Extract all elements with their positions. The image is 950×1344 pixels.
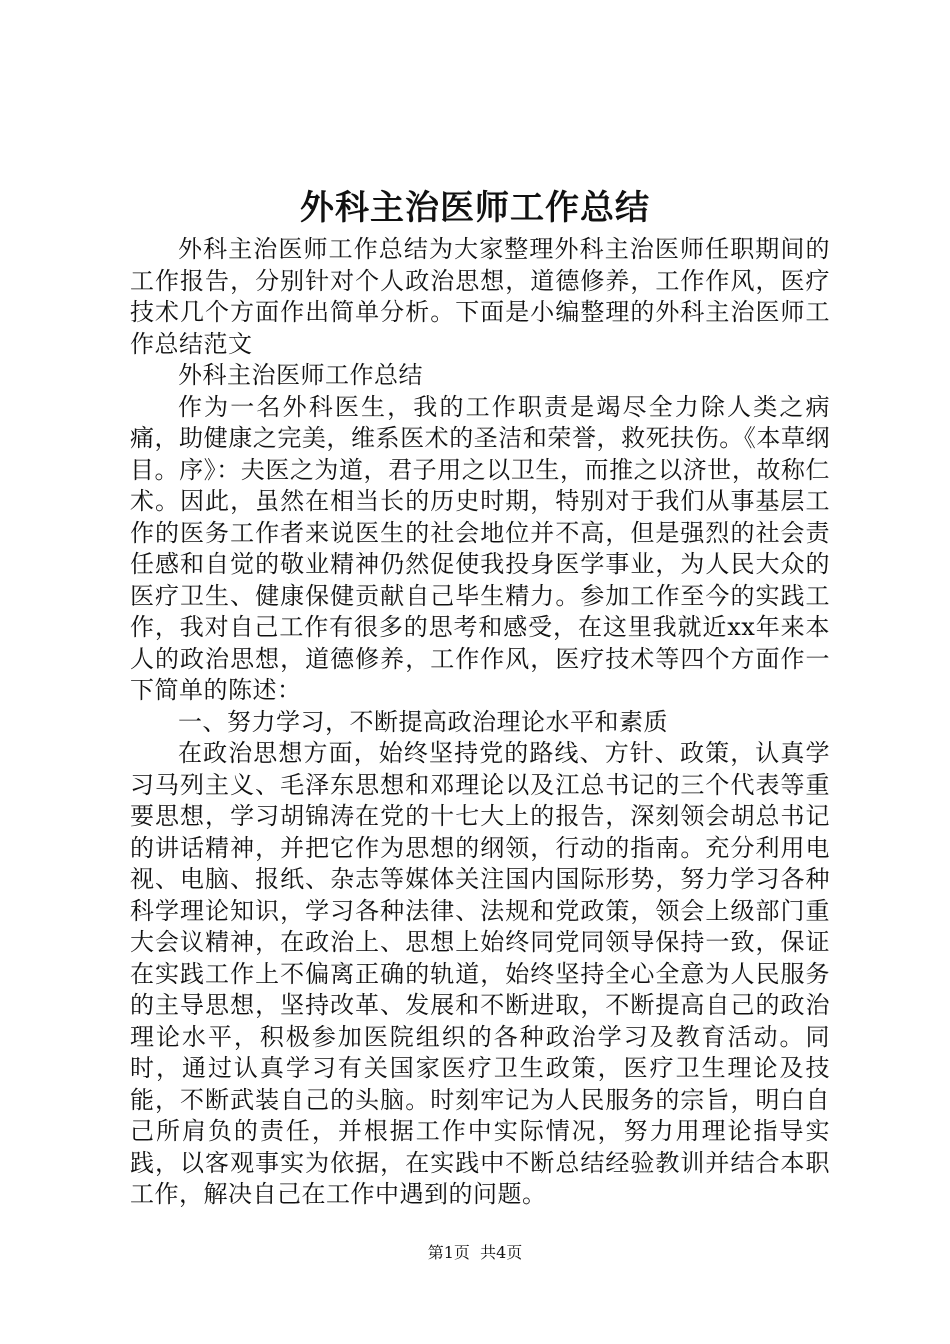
document-title: 外科主治医师工作总结 xyxy=(300,188,650,228)
body-paragraph: 在政治思想方面，始终坚持党的路线、方针、政策，认真学习马列主义、毛泽东思想和邓理论以及江总书记的三个代表等重要思想，学习胡锦涛在党的十七大上的报告，深刻领会胡总书记的讲话精神，并把它作为思想的纲领，行动的指南。充分利用电视、电脑、报纸、杂志等媒体关注国内国际形势，努力学习各种科学理论知识，学习各种法律、法规和党政策，领会上级部门重大会议精神，在政治上、思想上始终同党同领导保持一致，保证在实践工作上不偏离正确的轨道，始终坚持全心全意为人民服务的主导思想，坚持改革、发展和不断进取，不断提高自己的政治理论水平，积极参加医院组织的各种政治学习及教育活动。同时，通过认真学习有关国家医疗卫生政策，医疗卫生理论及技能，不断武装自己的头脑。时刻牢记为人民服务的宗旨，明白自己所肩负的责任，并根据工作中实际情况，努力用理论指导实践，以客观事实为依据，在实践中不断总结经验教训并结合本职工作，解决自己在工作中遇到的问题。 xyxy=(130,739,830,1208)
document-body xyxy=(130,234,830,1211)
intro-paragraph: 外科主治医师工作总结为大家整理外科主治医师任职期间的工作报告，分别针对个人政治思想，道德修养，工作作风，医疗技术几个方面作出简单分析。下面是小编整理的外科主治医师工作总结范文 xyxy=(130,235,830,358)
page-number: 第1页 共4页 xyxy=(427,1243,523,1262)
subsection-heading: 一、努力学习，不断提高政治理论水平和素质 xyxy=(178,707,668,736)
section-heading: 外科主治医师工作总结 xyxy=(178,361,423,389)
page-footer xyxy=(0,1242,950,1264)
body-paragraph: 作为一名外科医生，我的工作职责是竭尽全力除人类之病痛，助健康之完美，维系医术的圣洁和荣誉，救死扶伤。《本草纲目。序》：夫医之为道，君子用之以卫生，而推之以济世，故称仁术。因此，虽然在相当长的历史时期，特别对于我们从事基层工作的医务工作者来说医生的社会地位并不高，但是强烈的社会责任感和自觉的敬业精神仍然促使我投身医学事业，为人民大众的医疗卫生、健康保健贡献自己毕生精力。参加工作至今的实践工作，我对自己工作有很多的思考和感受，在这里我就近xx年来本人的政治思想，道德修养，工作作风，医疗技术等四个方面作一下简单的陈述： xyxy=(130,392,830,704)
